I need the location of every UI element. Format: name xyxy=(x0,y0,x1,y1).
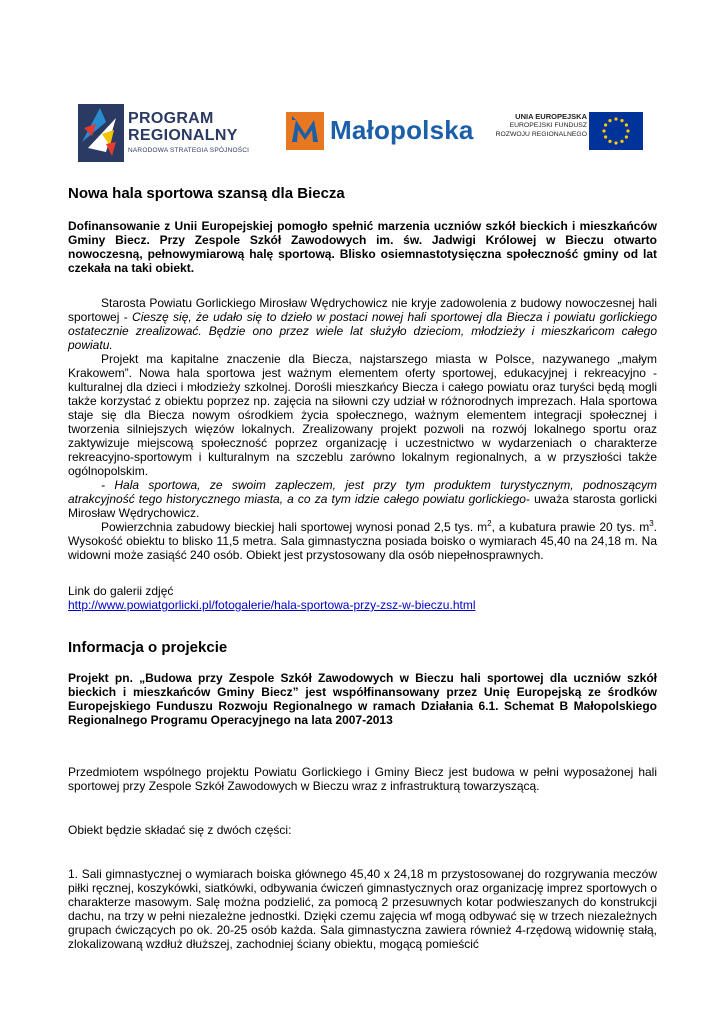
eu-line2: EUROPEJSKI FUNDUSZ xyxy=(509,122,587,129)
program-line3: NARODOWA STRATEGIA SPÓJNOŚCI xyxy=(128,147,250,154)
article-paragraph-4 xyxy=(68,520,657,562)
eu-line3: ROZWOJU REGIONALNEGO xyxy=(495,131,587,138)
project-paragraph-2: Obiekt będzie składać się z dwóch części: xyxy=(68,823,292,837)
paragraph-1-quote: Cieszę się, że udało się to dzieło w postaci nowej hali sportowej dla Biecza i powiatu gorlickiego ostatecznie zrealizować. Będzie ono przez wiele lat służyło dzieciom, młodzieży i mieszkańcom całego powiatu. xyxy=(68,310,657,352)
paragraph-1-intro: Starosta Powiatu Gorlickiego Mirosław Wędrychowicz nie kryje zadowolenia z budowy nowoczesnej hali sportowej - xyxy=(68,296,657,324)
eu-logo xyxy=(492,110,652,152)
eu-flag-icon xyxy=(589,112,643,150)
gallery-link-row xyxy=(68,598,657,612)
article-paragraph-3 xyxy=(68,478,657,520)
gallery-label: Link do galerii zdjęć xyxy=(68,584,174,598)
paragraph-3-quote: - Hala sportowa, ze swoim zapleczem, jest przy tym produktem turystycznym, podnoszącym atrakcyjność tego historycznego miasta, a co za tym idzie całego powiatu gorlickiego xyxy=(68,478,657,506)
gallery-link[interactable]: http://www.powiatgorlicki.pl/fotogalerie/hala-sportowa-przy-zsz-w-bieczu.html xyxy=(68,598,476,612)
paragraph-3-tail: - uważa starosta gorlicki Mirosław Wędrychowicz. xyxy=(68,492,657,520)
program-line1: PROGRAM xyxy=(128,110,214,127)
document-body xyxy=(68,185,657,951)
paragraph-4-part-b: , a kubatura prawie 20 tys. m xyxy=(491,520,650,534)
paragraph-4-part-c: . Wysokość obiektu to blisko 11,5 metra. Sala gimnastyczna posiada boisko o wymiarach 45,40 na 24,18 m. Na widowni może zasiąść 240 osób. Obiekt jest przystosowany dla osób niepełnosprawnych. xyxy=(68,520,658,562)
article-paragraph-2: Projekt ma kapitalne znaczenie dla Biecza, najstarszego miasta w Polsce, nazywanego „małym Krakowem”. Nowa hala sportowa jest ważnym elementem oferty sportowej, edukacyjnej i rekreacyjno - kulturalnej dla dzieci i młodzieży szkolnej. Dorośli mieszkańcy Biecza i całego powiatu oraz turyści będą mogli także korzystać z obiektu poprzez np. zajęcia na siłowni czy udział w różnorodnych imprezach. Hala sportowa staje się dla Biecza nowym ośrodkiem życia społecznego, ważnym elementem integracji społecznej i tworzenia silniejszych więzów lokalnych. Zrealizowany projekt pozwoli na rozwój lokalnego sportu oraz zaktywizuje miejscową społeczność poprzez organizację i uczestnictwo w wydarzeniach o charakterze rekreacyjno-sportowym i kulturalnym na szczeblu zarówno lokalnym regionalnych, a w przyszłości także ogólnopolskim. xyxy=(68,352,657,478)
article-lead: Dofinansowanie z Unii Europejskiej pomogło spełnić marzenia uczniów szkół bieckich i mieszkańców Gminy Biecz. Przy Zespole Szkół Zawodowych im. św. Jadwigi Królowej w Bieczu otwarto nowoczesną, pełnowymiarową halę sportową. Blisko osiemnastotysięczna społeczność gminy od lat czekała na taki obiekt. xyxy=(68,219,657,275)
project-lead: Projekt pn. „Budowa przy Zespole Szkół Zawodowych w Bieczu hali sportowej dla uczniów szkół bieckich i mieszkańców Gminy Biecz” jest współfinansowany przez Unię Europejską ze środków Europejskiego Funduszu Rozwoju Regionalnego w ramach Działania 6.1. Schemat B Małopolskiego Regionalnego Programu Operacyjnego na lata 2007-2013 xyxy=(68,671,657,727)
logo-bar xyxy=(0,0,724,200)
article-title: Nowa hala sportowa szansą dla Biecza xyxy=(68,185,345,202)
project-paragraph-1: Przedmiotem wspólnego projektu Powiatu Gorlickiego i Gminy Biecz jest budowa w pełni wyposażonej hali sportowej przy Zespole Szkół Zawodowych w Bieczu wraz z infrastrukturą towarzyszącą. xyxy=(68,765,657,793)
paragraph-4-sup-2: 3 xyxy=(649,519,654,528)
program-regionalny-emblem xyxy=(76,104,126,162)
malopolska-logo xyxy=(286,112,474,154)
paragraph-4-part-a: Powierzchnia zabudowy bieckiej hali sportowej wynosi ponad 2,5 tys. m xyxy=(101,520,488,534)
program-regionalny-logo xyxy=(76,104,266,162)
paragraph-4-sup-1: 2 xyxy=(487,519,492,528)
project-title: Informacja o projekcie xyxy=(68,639,228,656)
program-line2: REGIONALNY xyxy=(128,127,238,144)
malopolska-text: Małopolska xyxy=(330,115,474,145)
article-paragraph-1 xyxy=(68,296,657,352)
malopolska-emblem xyxy=(286,112,326,150)
project-paragraph-3: 1. Sali gimnastycznej o wymiarach boiska głównego 45,40 x 24,18 m przystosowanej do rozgrywania meczów piłki ręcznej, koszykówki, siatkówki, odbywania ćwiczeń gimnastycznych oraz organizację imprez sportowych o charakterze masowym. Salę można podzielić, za pomocą 2 przesuwnych kotar podwieszanych do konstrukcji dachu, na trzy w pełni niezależne jednostki. Dzięki czemu zajęcia wf mogą odbywać się w trzech niezależnych grupach ćwiczących po ok. 20-25 osób każda. Sala gimnastyczna zawiera również 4-rzędową widownię stałą, zlokalizowaną wzdłuż dłuższej, zachodniej ściany obiektu, mogącą pomieścić xyxy=(68,867,657,951)
eu-line1: UNIA EUROPEJSKA xyxy=(515,112,587,121)
